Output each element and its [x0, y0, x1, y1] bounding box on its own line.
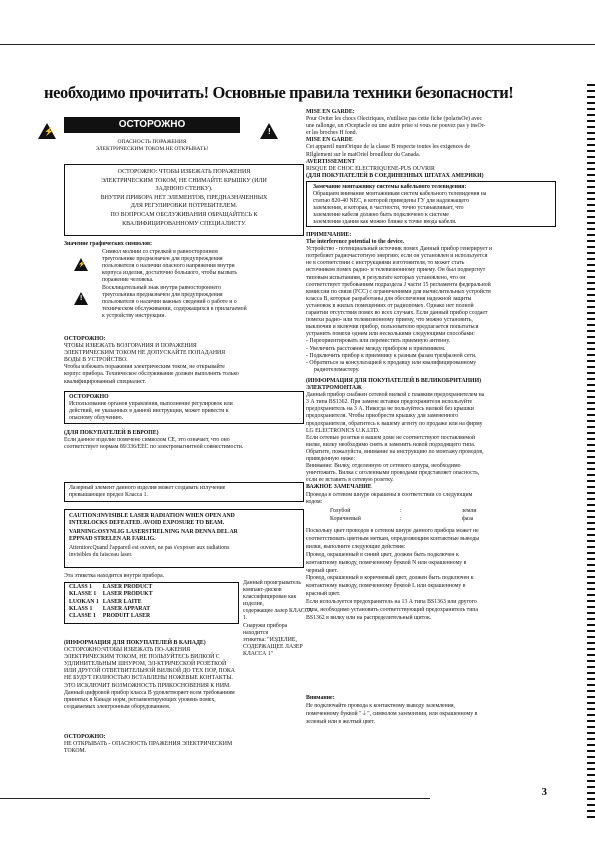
warning-header — [44, 117, 271, 164]
lightning-icon: ⚡ — [74, 258, 88, 271]
laser-row: KLASSE 1 LASER PRODUKT — [69, 591, 153, 598]
edge-stripe — [587, 84, 595, 819]
fcc-note: ПРИМЕЧАНИЕ: The interference potential to the device. Устройство - потенциальный источник помех Данный прибор генерирует и потребляет радиочастотную энергию; если он установлен и используется не в соответствии с инструкциями изготовителя, то может стать источником помех радио- и телевизионному приему. Он был подвергнут типовым испытаниям, в результате которых установлено, что он соответствует требованиям подраздела J части 15 регламента федеральной комиссии по связи (FCC) с ограничениями для вычислительных устройств класса В, которые разработаны для обеспечения надежной защиты установок в жилых помещениях от радиопомех. Однако нет полной гарантии отсутствия помех во всех случаях. Если данный прибор создает помехи радио- или телевизионному приему, что можно установить, выключив и включив прибор, пользователю предлагается попытаться устранить помехи одним или несколькими следующими способами: - Переориентировать или переместить приемную антенну. - Увеличить расстояние между прибором и приемником. - Подключить прибор к приемнику к разным фазам трехфазной сети. - Обратиться за консультацией к продавцу или квалифицированному радиотелемастеру. — [306, 232, 493, 373]
caution-controls-box: ОСТОРОЖНО Использование органов управления, выполнение регулировок или действий, не указанных в данной инструкции, может привести к опасному облучению. — [64, 391, 304, 424]
eu-info: (ДЛЯ ПОКУПАТЕЛЕЙ В ЕВРОПЕ) Если данное изделие помечено символом СЕ, это означает, что оно соответствует нормам 89/336/EEC по электромагнитной совместимости. — [64, 430, 244, 451]
wire-colour-table: Голубой : земли Коричневый : фаза — [330, 508, 477, 522]
label-note: Эта этикетка находится внутри прибора. — [64, 573, 165, 579]
laser-caution-box: CAUTION:INVISIBLE LASER RADIATION WHEN OPEN AND INTERLOCKS DEFEATED. AVOID EXPOSURE TO BEAM. VARNING:OSYNLIG LASERSTRELNING NAR DENNA DEL AR EPPNAD STRELEN AR FARLIG. Attention:Quand l'appareil est ouvert, ne pas s'exposer aux radiations invisibles du faisceau laser. — [64, 509, 304, 568]
exclamation-icon: ! — [74, 292, 88, 305]
exclamation-triangle-icon: ! — [260, 123, 278, 139]
uk-info: (ИНФОРМАЦИЯ ДЛЯ ПОКУПАТЕЛЕЙ В ВЕЛИКОБРИТАНИИ) ЭЛЕКТРОМОНТАЖ Данный прибор снабжен сетевой вилкой с плавким предохранителем на 3 А типа BS1362. При замене вставки предохранителя используйте предохранитель на 3 А. Никогда не пользуйтесь вилкой без крышки предохранителя. Чтобы приобрести крышку для замененного предохранителя, обратитесь к вашему агенту по продаже или на фирму LG ELECTRONICS U.K.LTD. Если сетевые розетки в вашем доме не соответствуют поставляемой вилке, вилку необходимо снять и заменить новой подходящего типа. Обратите, пожалуйста, внимание на инструкцию по монтажу проводов, приведенную ниже: Внимание: Вилку, отделенную от сетевого шнура, необходимо уничтожить. Вилка с оголенными проводами представляет опасность, если ее вставить в сетевую розетку. ВАЖНОЕ ЗАМЕЧАНИЕ Провода в сетевом шнуре окрашены в соответствии со следующим кодом: — [306, 378, 485, 505]
laser-class-box: Лазерный элемент данного изделия может создавать излучение превышающее предел Класса 1. — [64, 482, 304, 502]
symbols-heading: Значение графических символов: — [64, 241, 153, 247]
top-rule — [0, 44, 595, 45]
warning-body: ОСТОРОЖНО: ЧТОБЫ ИЗБЕЖАТЬ ПОРАЖЕНИЯ ЭЛЕКТРИЧЕСКИМ ТОКОМ, НЕ СНИМАЙТЕ КРЫШКУ (ИЛИ ЗАДНЮЮ СТЕНКУ). ВНУТРИ ПРИБОРА НЕТ ЭЛЕМЕНТОВ, ПРЕДНАЗНАЧЕННЫХ ДЛЯ РЕГУЛИРОВКИ ПОТРЕБИТЕЛЕМ. ПО ВОПРОСАМ ОБСЛУЖИВАНИЯ ОБРАЩАЙТЕСЬ К КВАЛИФИЦИРОВАННОМУ СПЕЦИАЛИСТУ. — [64, 164, 304, 236]
cable-installer-note: Замечание монтажнику системы кабельного телевидения: Обращаем внимание монтажникам систем кабельного телевидения на статью 820-40 NEC, в которой приведены ГУ для надлежащего заземления, и которая, в частности, точно устанавливает, что заземление кабеля должно быть подключено к системе заземления здания как можно ближе к точке ввода кабеля. — [306, 181, 556, 227]
laser-row: LUOKAN 1 LASER LAITE — [69, 598, 142, 605]
warning-subtext: ОПАСНОСТЬ ПОРАЖЕНИЯ ЭЛЕКТРИЧЕСКИМ ТОКОМ.НЕ ОТКРЫВАТЬ! — [95, 139, 209, 152]
final-caution: ОСТОРОЖНО: НЕ ОТКРЫВАТЬ - ОПАСНОСТЬ ПРАЖЕНИЯ ЭЛЕКТРИЧЕСКИМ ТОКОМ. — [64, 734, 233, 755]
canada-info: (ИНФОРМАЦИЯ ДЛЯ ПОКУПАТЕЛЕЙ В КАНАДЕ) ОСТОРОЖНО:ЧТОБЫ ИЗБЕЖАТЬ ПО-АЖЕНИЯ ЭЛЕКТРИЧЕСКИМ ТОКОМ, НЕ ПОЛЬЗУЙТЕСЬ ВИЛКОЙ С УДЛИНИТЕЛЬНЫМ ШНУРОМ, ЭЛ-КТРИЧЕСКОЙ РОЗЕТКОЙ ИЛИ ДРУГОЙ ОТВЕТВИТЕЛЬНОЙ ВИЛКОЙ ДО ТЕХ ПОР, ПОКА НЕ БУДУТ ПОЛНОСТЬЮ ВСТАВЛЕНЫ НОЖЕВЫЕ КОНТАКТЫ. ЭТО ИСКЛЮЧИТ ВОЗМОЖНОСТЬ ПРИКОСНОВЕНИЯ К НИМ. Данный цифровой прибор класса В удовлетворяет всем требованиям принятых в Канаде норм, регламентирующих уровень помех, создаваемых электронным оборудованием. — [64, 640, 235, 710]
warning-header-label: ОСТОРОЖНО — [64, 117, 240, 133]
lightning-triangle-icon: ⚡ — [38, 123, 56, 139]
wiring-instructions: Поскольку цвет проводов в сетевом шнуре данного прибора может не соответствовать цветным меткам, определяющим контактные выводы вилки, выполните следующие действия: Провод, окрашенный в синий цвет, должен быть подключен к контактному выводу, помеченному буквой N или окрашенному в черный цвет. Провод, окрашенный в коричневый цвет, должен быть подключен к контактному выводу, помеченному буквой L или окрашенному в красный цвет. Если используется предохранитель на 13 А типа BS1363 или другого типа, необходимо установить соответствующий предохранитель типа BS1362 в вилку или на распределительный щиток. — [306, 528, 480, 621]
laser-row: CLASSE 1 PRODUIT LASER — [69, 613, 151, 620]
laser-row: CLASS 1 LASER PRODUCT — [69, 584, 153, 590]
laser-row: KLASS 1 LASER APPARAT — [69, 605, 151, 612]
page-title: необходимо прочитать! Основные правила техники безопасности! — [44, 83, 514, 102]
laser-description: Данный проигрыватель компакт-дисков классифицирован как изделие, содержащее лазер КЛАССА 1. Снаружи прибора находится этикетка: "ИЗДЕЛИЕ, СОДЕРЖАЩЕЕ ЛАЗЕР КЛАССА 1" — [243, 580, 313, 657]
bottom-rule — [0, 798, 430, 799]
french-notice: MISE EN GARDE: Pour Oviter les chocs Olectriques, n'utilisez pas cette fiche (polarisOe) avec une rallonge, un rOceptacle ou une autre prise si vous ne pouvez pas y insOr- er les broches H fond. MISE EN GARDE Cet appareil numOrique de la classe B respecte toutes les exigences de RIlglement sur le matOriel brouilleur du Canada. AVERTISSEMENT RISQUE DE CHOC ELECTRIQUENE-PUS OUVRIR (ДЛЯ ПОКУПАТЕЛЕЙ В СОЕДИНЕННЫХ ШТАТАХ АМЕРИКИ) — [306, 109, 486, 179]
exclamation-description: Восклицательный знак внутри равностороннего треугольника предназначен для предупреждения пользователя о наличии важных сведений о работе и о техническом обслуживании, содержащихся в прилагаемой к устройству инструкции. — [102, 285, 247, 320]
page-number: 3 — [541, 786, 547, 798]
laser-label — [64, 582, 239, 624]
caution-water: ОСТОРОЖНО: ЧТОБЫ ИЗБЕЖАТЬ ВОЗГОРАНИЯ И ПОРАЖЕНИЯ ЭЛЕКТРИЧЕСКИМ ТОКОМ НЕ ДОПУСКАЙТЕ ПОПАДАНИЯ ВОДЫ В УСТРОЙСТВО. Чтобы избежать поражения электрическим током, не открывайте корпус прибора. Техническое обслуживание должен выполнять только квалифицированный специалист. — [64, 336, 239, 385]
earth-attention: Внимание: Не подключайте провода к контактному выводу заземления, помеченному буквой "⏚", символом заземления, или окрашенному в зеленый или в желтый цвет. — [306, 695, 478, 725]
lightning-description: Символ молнии со стрелкой в равностороннем треугольнике предназначен для предупреждения пользователя о наличии опасного напряжения внутри корпуса изделия, достаточно большого, чтобы вызвать поражение человека. — [102, 249, 237, 284]
